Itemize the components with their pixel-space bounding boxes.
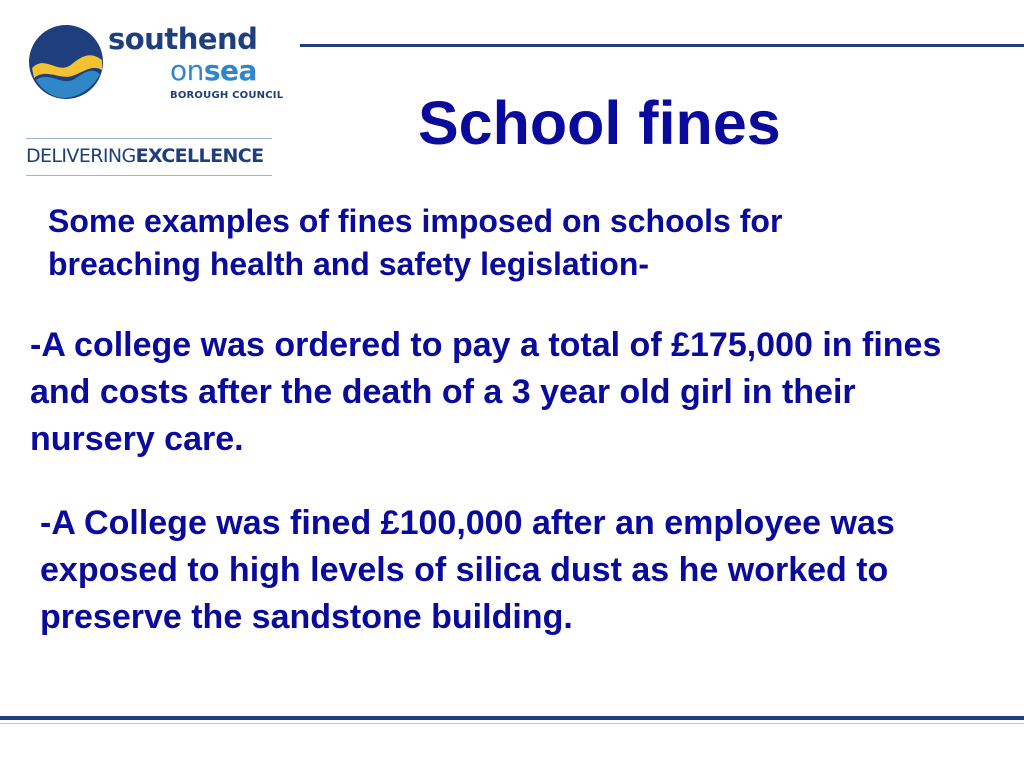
example-paragraph-2: -A College was fined £100,000 after an employee was exposed to high levels of silica dust as he worked to preserve the sandstone building. bbox=[40, 504, 895, 636]
brand-suffix bbox=[170, 54, 257, 87]
tagline-part-1: DELIVERING bbox=[26, 145, 136, 167]
footer-rule-thin bbox=[0, 723, 1024, 724]
intro-text: Some examples of fines imposed on schools for breaching health and safety legislation- bbox=[48, 203, 783, 283]
footer-rule bbox=[0, 716, 1024, 720]
brand-suffix-on: on bbox=[170, 54, 204, 87]
tagline bbox=[26, 145, 263, 167]
brand-subtitle: BOROUGH COUNCIL bbox=[170, 90, 284, 101]
council-logo bbox=[22, 18, 284, 178]
council-emblem-icon bbox=[28, 24, 104, 100]
tagline-divider-bottom bbox=[26, 175, 272, 176]
slide-title: School fines bbox=[418, 89, 781, 157]
tagline-part-2: EXCELLENCE bbox=[135, 145, 264, 167]
example-paragraph-1: -A college was ordered to pay a total of £175,000 in fines and costs after the death of a 3 year old girl in their nursery care. bbox=[30, 326, 942, 458]
header-rule bbox=[300, 44, 1024, 47]
brand-suffix-sea: sea bbox=[203, 54, 257, 87]
tagline-divider-top bbox=[26, 138, 272, 139]
brand-name: southend bbox=[108, 22, 258, 56]
